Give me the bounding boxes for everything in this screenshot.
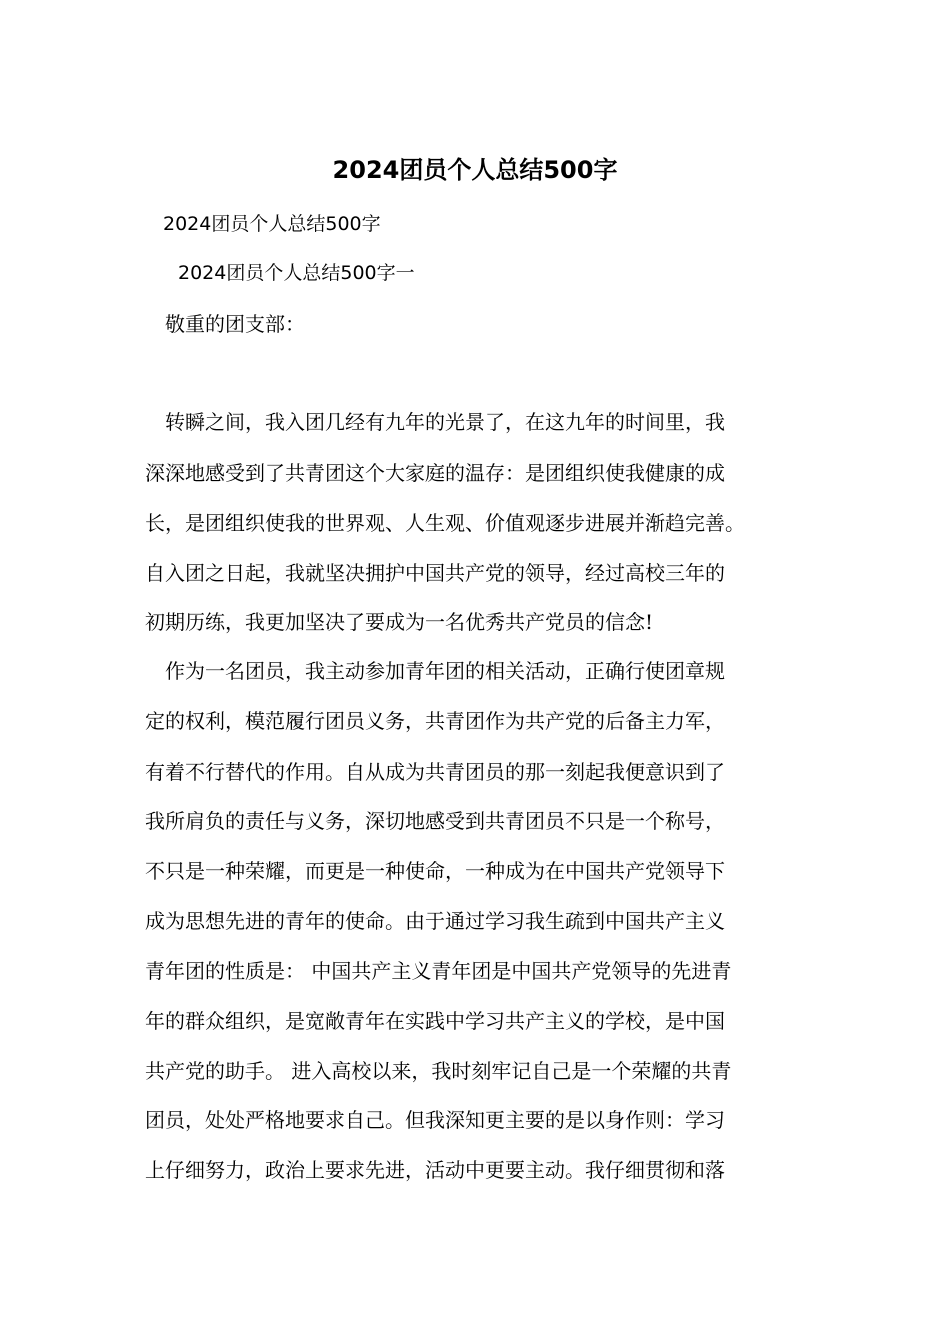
body-line: 青年团的性质是： 中国共产主义青年团是中国共产党领导的先进青 bbox=[145, 959, 732, 983]
document-title: 2024团员个人总结500字 bbox=[332, 156, 618, 184]
body-line: 长，是团组织使我的世界观、人生观、价值观逐步进展并渐趋完善。 bbox=[145, 511, 745, 535]
body-line: 上仔细努力，政治上要求先进，活动中更要主动。我仔细贯彻和落 bbox=[145, 1158, 725, 1182]
body-line: 团员，处处严格地要求自己。但我深知更主要的是以身作则：学习 bbox=[145, 1108, 725, 1132]
body-line: 自入团之日起，我就坚决拥护中国共产党的领导，经过高校三年的 bbox=[145, 561, 725, 585]
body-line: 我所肩负的责任与义务，深切地感受到共青团员不只是一个称号， bbox=[145, 809, 725, 833]
body-line: 年的群众组织，是宽敞青年在实践中学习共产主义的学校，是中国 bbox=[145, 1009, 725, 1033]
body-line: 不只是一种荣耀，而更是一种使命，一种成为在中国共产党领导下 bbox=[145, 859, 725, 883]
body-line: 深深地感受到了共青团这个大家庭的温存：是团组织使我健康的成 bbox=[145, 461, 725, 485]
section-heading: 2024团员个人总结500字一 bbox=[178, 262, 415, 284]
body-line: 定的权利，模范履行团员义务，共青团作为共产党的后备主力军， bbox=[145, 709, 725, 733]
body-line: 初期历练，我更加坚决了要成为一名优秀共产党员的信念! bbox=[145, 610, 654, 634]
body-line: 作为一名团员，我主动参加青年团的相关活动，正确行使团章规 bbox=[165, 659, 725, 683]
body-line: 共产党的助手。 进入高校以来，我时刻牢记自己是一个荣耀的共青 bbox=[145, 1059, 732, 1083]
body-line: 成为思想先进的青年的使命。由于通过学习我生疏到中国共产主义 bbox=[145, 909, 725, 933]
body-line: 转瞬之间，我入团几经有九年的光景了，在这九年的时间里，我 bbox=[165, 410, 725, 434]
salutation: 敬重的团支部： bbox=[165, 312, 305, 336]
body-line: 有着不行替代的作用。自从成为共青团员的那一刻起我便意识到了 bbox=[145, 760, 725, 784]
document-subtitle: 2024团员个人总结500字 bbox=[163, 213, 381, 235]
